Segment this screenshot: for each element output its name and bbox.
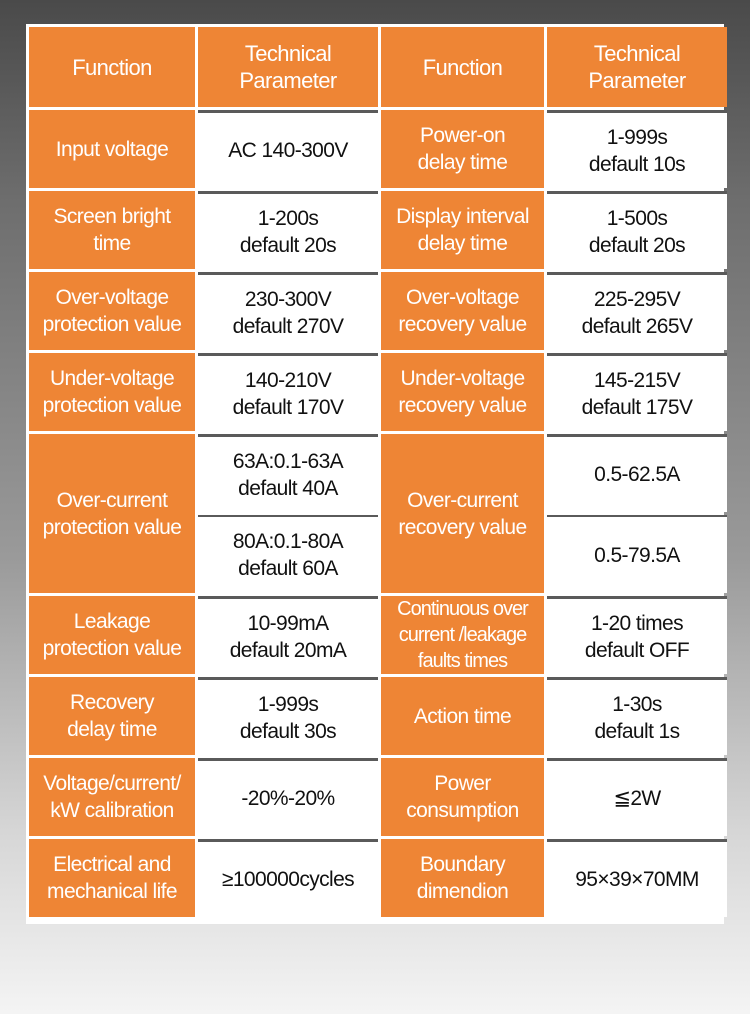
param-boundary-dimension: 95×39×70MM <box>547 839 727 917</box>
param-life: ≥100000cycles <box>198 839 378 917</box>
header-function-2: Function <box>381 27 544 107</box>
param-screen-bright-time: 1-200s default 20s <box>198 191 378 269</box>
function-life: Electrical and mechanical life <box>29 839 195 917</box>
param-over-voltage-protection: 230-300V default 270V <box>198 272 378 350</box>
header-parameter-2: Technical Parameter <box>547 27 727 107</box>
param-input-voltage: AC 140-300V <box>198 110 378 188</box>
function-under-voltage-recovery: Under-voltage recovery value <box>381 353 544 431</box>
param-under-voltage-protection: 140-210V default 170V <box>198 353 378 431</box>
param-action-time: 1-30s default 1s <box>547 677 727 755</box>
function-screen-bright-time: Screen bright time <box>29 191 195 269</box>
function-over-current-recovery: Over-current recovery value <box>381 434 544 593</box>
function-display-interval: Display interval delay time <box>381 191 544 269</box>
function-leakage-protection: Leakage protection value <box>29 596 195 674</box>
param-power-consumption: ≦2W <box>547 758 727 836</box>
param-display-interval: 1-500s default 20s <box>547 191 727 269</box>
param-power-on-delay: 1-999s default 10s <box>547 110 727 188</box>
function-over-current-protection: Over-current protection value <box>29 434 195 593</box>
param-calibration: -20%-20% <box>198 758 378 836</box>
function-recovery-delay: Recovery delay time <box>29 677 195 755</box>
param-under-voltage-recovery: 145-215V default 175V <box>547 353 727 431</box>
param-leakage-protection: 10-99mA default 20mA <box>198 596 378 674</box>
function-input-voltage: Input voltage <box>29 110 195 188</box>
function-continuous-faults: Continuous over current /leakage faults times <box>381 596 544 674</box>
param-over-voltage-recovery: 225-295V default 265V <box>547 272 727 350</box>
function-power-consumption: Power consumption <box>381 758 544 836</box>
header-parameter-1: Technical Parameter <box>198 27 378 107</box>
function-calibration: Voltage/current/ kW calibration <box>29 758 195 836</box>
spec-table <box>26 24 724 924</box>
header-function-1: Function <box>29 27 195 107</box>
function-over-voltage-protection: Over-voltage protection value <box>29 272 195 350</box>
param-recovery-delay: 1-999s default 30s <box>198 677 378 755</box>
param-over-current-recovery-80a: 0.5-79.5A <box>547 515 727 593</box>
function-over-voltage-recovery: Over-voltage recovery value <box>381 272 544 350</box>
param-over-current-recovery-63a: 0.5-62.5A <box>547 434 727 512</box>
function-power-on-delay: Power-on delay time <box>381 110 544 188</box>
function-action-time: Action time <box>381 677 544 755</box>
param-over-current-protection-80a: 80A:0.1-80A default 60A <box>198 515 378 593</box>
param-over-current-protection-63a: 63A:0.1-63A default 40A <box>198 434 378 512</box>
function-boundary-dimension: Boundary dimendion <box>381 839 544 917</box>
param-continuous-faults: 1-20 times default OFF <box>547 596 727 674</box>
function-under-voltage-protection: Under-voltage protection value <box>29 353 195 431</box>
